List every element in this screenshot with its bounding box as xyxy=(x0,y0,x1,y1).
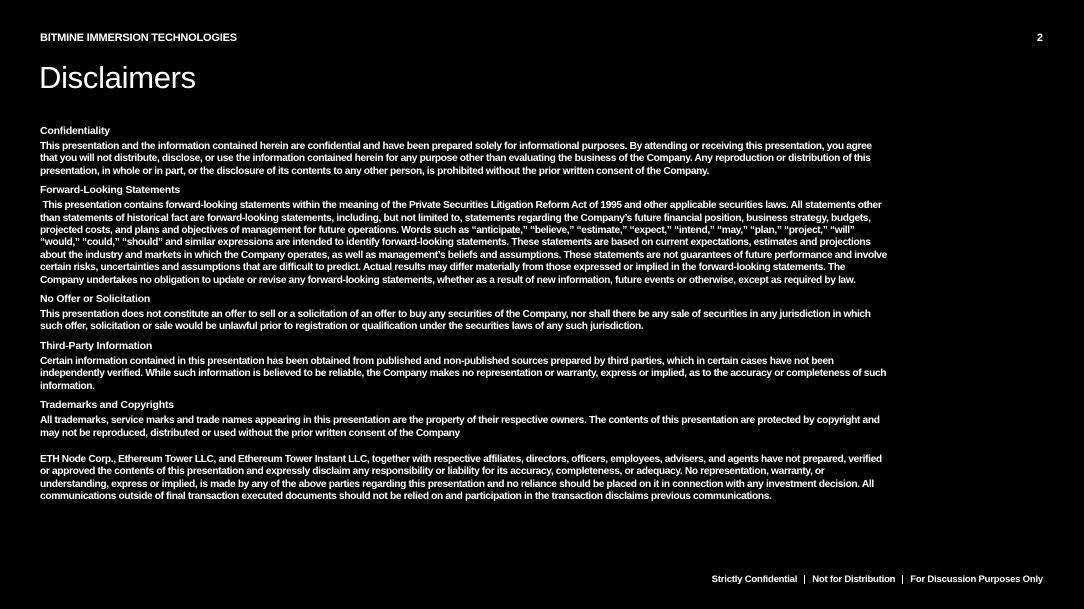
footer-separator xyxy=(804,575,805,584)
footer-item-for-discussion-purposes-only: For Discussion Purposes Only xyxy=(910,574,1043,585)
section-heading: No Offer or Solicitation xyxy=(40,293,151,306)
section-body: This presentation and the information contained herein are confidential and have been prepared solely for informational purposes. By attending or receiving this presentation, you agree that you will not distribute, disclose, or use the information contained herein for any purpose other than evaluating the business of the Company. Any reproduction or distribution of this presentation, in whole or in part, or the disclosure of its contents to any other person, is prohibited without the prior written consent of the Company. xyxy=(40,141,875,177)
page-number: 2 xyxy=(1036,32,1043,44)
disclaimer-content xyxy=(40,125,888,504)
section-heading: Forward-Looking Statements xyxy=(40,184,181,197)
section-heading: Trademarks and Copyrights xyxy=(40,399,174,412)
footer-separator xyxy=(902,575,903,584)
section-body: All trademarks, service marks and trade names appearing in this presentation are the property of their respective owners. The contents of this presentation are protected by copyright and may not be reproduced, distributed or used without the prior written consent of the Company xyxy=(40,415,883,439)
page-title: Disclaimers xyxy=(39,60,196,95)
section-body: This presentation does not constitute an offer to sell or a solicitation of an offer to buy any securities of the Company, nor shall there be any sale of securities in any jurisdiction in which such offer, solicitation or sale would be unlawful prior to registration or qualification under the securities laws of any such jurisdiction. xyxy=(40,309,874,333)
section-body: Certain information contained in this presentation has been obtained from published and non-published sources prepared by third parties, which in certain cases have not been independently verified. While such information is believed to be reliable, the Company makes no representation or warranty, express or implied, as to the accuracy or completeness of such information. xyxy=(40,355,889,392)
section-heading: Third-Party Information xyxy=(40,339,153,352)
footer-item-strictly-confidential: Strictly Confidential xyxy=(711,574,798,585)
section-body: This presentation contains forward-looking statements within the meaning of the Private Securities Litigation Reform Act of 1995 and other applicable securities laws. All statements other than statements of historical fact are forward-looking statements, including, but not limited to, statements regarding the Company’s future financial position, business strategy, budgets, projected costs, and plans and objectives of management for future operations. Words such as “anticipate,” “believe,” “estimate,” “expect,” “intend,” “may,” “plan,” “project,” “will” “would,” “could,” “should” and similar expressions are intended to identify forward-looking statements. These statements are based on current expectations, estimates and projections about the industry and markets in which the Company operates, as well as management’s beliefs and assumptions. These statements are not guarantees of future performance and involve certain risks, uncertainties and assumptions that are difficult to predict. Actual results may differ materially from those expressed or implied in the forward-looking statements. The Company undertakes no obligation to update or revise any forward-looking statements, whether as a result of new information, future events or otherwise, except as required by law. xyxy=(40,200,890,286)
company-name: BITMINE IMMERSION TECHNOLOGIES xyxy=(40,32,237,44)
section-trademarks-and-copyrights xyxy=(40,399,888,440)
footer-item-not-for-distribution: Not for Distribution xyxy=(812,574,896,585)
section-no-offer-or-solicitation xyxy=(40,293,888,334)
closing-disclaimer: ETH Node Corp., Ethereum Tower LLC, and Ethereum Tower Instant LLC, together with respective affiliates, directors, officers, employees, advisers, and agents have not prepared, verified or approved the contents of this presentation and expressly disclaim any responsibility or liability for its accuracy, completeness, or adequacy. No representation, warranty, or understanding, express or implied, is made by any of the above parties regarding this presentation and no reliance should be placed on it in connection with any investment decision. All communications outside of final transaction executed documents should not be relied on and participation in the transaction disclaims previous communications. xyxy=(40,453,885,503)
section-forward-looking-statements xyxy=(40,184,888,287)
section-confidentiality xyxy=(40,125,888,178)
footer xyxy=(712,574,1043,585)
section-heading: Confidentiality xyxy=(40,125,110,137)
section-third-party-information xyxy=(40,340,888,393)
